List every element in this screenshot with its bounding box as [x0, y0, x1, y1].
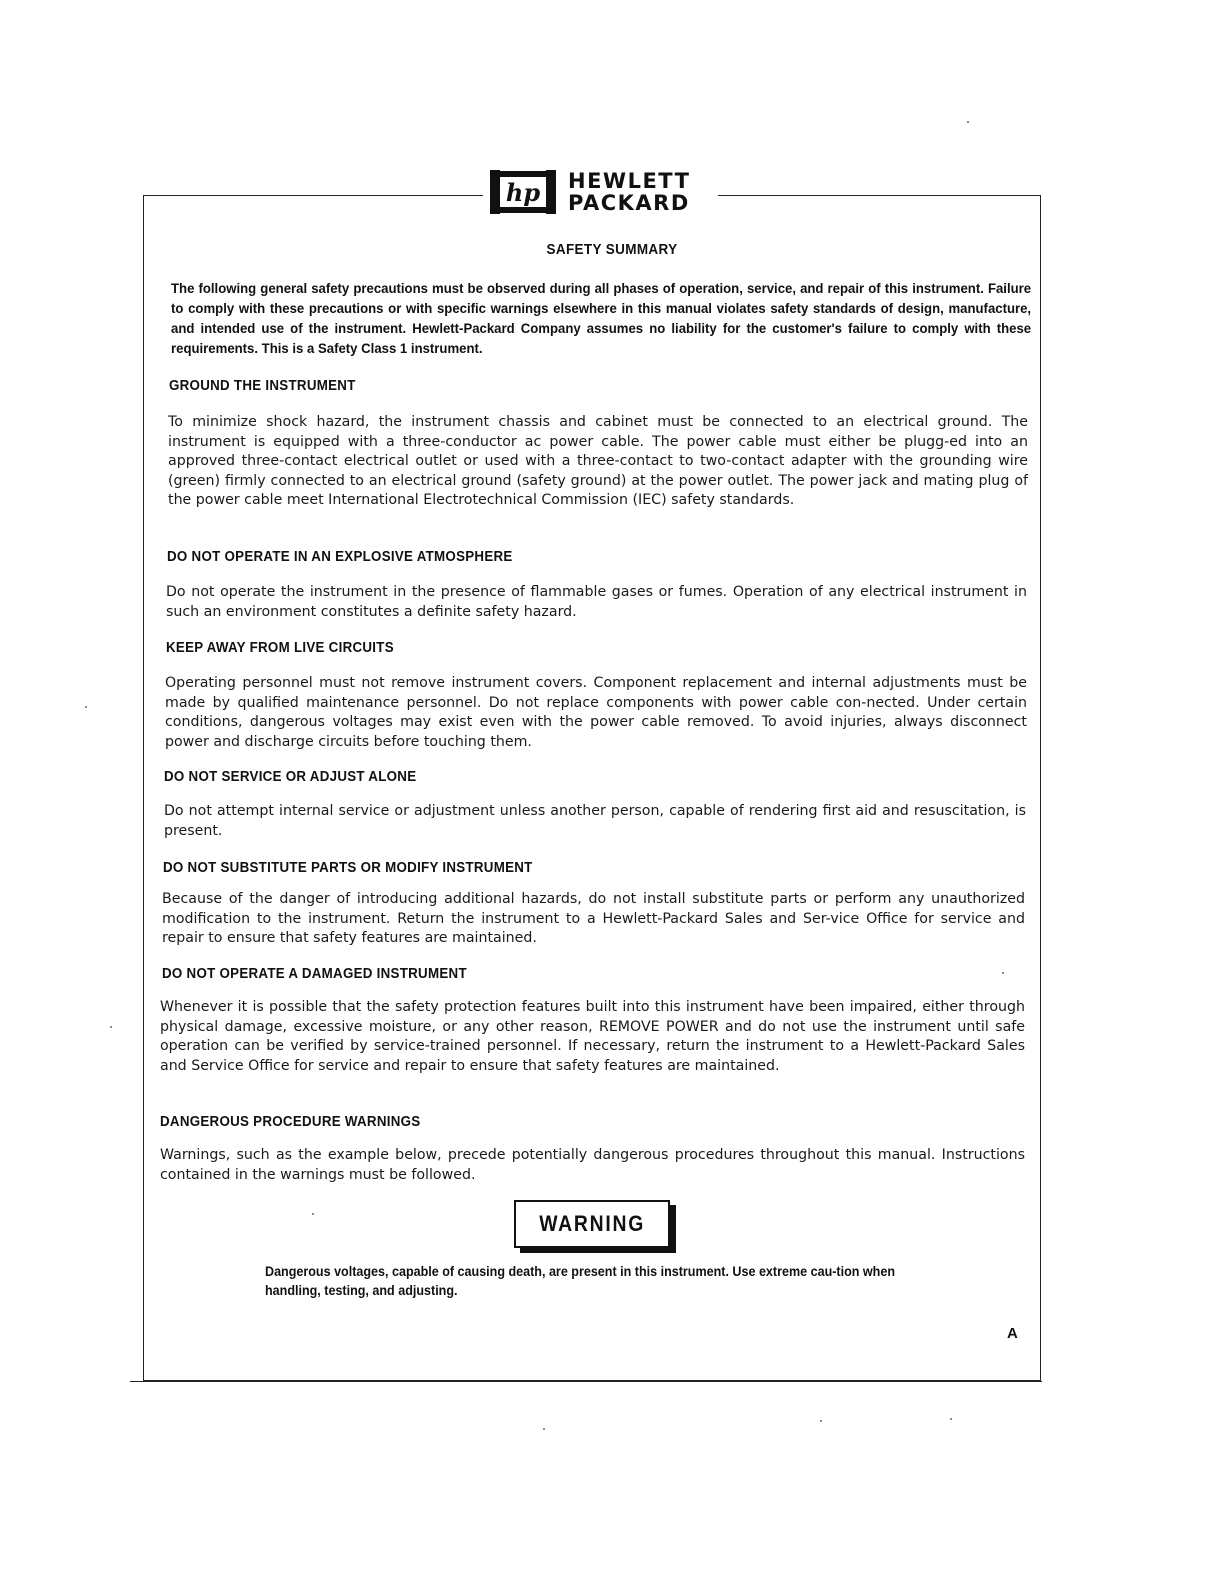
warning-box [514, 1200, 670, 1248]
section-heading-explosive: DO NOT OPERATE IN AN EXPLOSIVE ATMOSPHERE [167, 549, 513, 565]
page-title: SAFETY SUMMARY [546, 241, 678, 258]
scan-speck [85, 706, 87, 708]
scan-speck [967, 121, 969, 123]
scan-speck [1002, 972, 1004, 974]
section-body-substitute-parts: Because of the danger of introducing additional hazards, do not install substitute parts or perform any unauthorized modification to the instrument. Return the instrument to a Hewlett-Packard Sales and Ser-vice Office for service and repair to ensure that safety features are maintained. [162, 891, 1025, 946]
company-name-line1: HEWLETT [568, 169, 691, 193]
section-heading-live-circuits: KEEP AWAY FROM LIVE CIRCUITS [166, 640, 394, 656]
scan-speck [110, 1026, 112, 1028]
section-body-live-circuits: Operating personnel must not remove instrument covers. Component replacement and internal adjustments must be made by qualified maintenance personnel. Do not replace components with power cable con-nected. Under certain conditions, dangerous voltages may exist even with the power cable removed. To avoid injuries, always disconnect power and discharge circuits before touching them. [165, 675, 1027, 750]
hp-logo-letters: hp [505, 178, 541, 207]
frame-bottom-rule [130, 1381, 1042, 1382]
section-body-ground: To minimize shock hazard, the instrument chassis and cabinet must be connected to an electrical ground. The instrument is equipped with a three-conductor ac power cable. The power cable must either be plugg-ed into an approved three-contact electrical outlet or used with a three-contact to two-contact adapter with the grounding wire (green) firmly connected to an electrical ground (safety ground) at the power outlet. The power jack and mating plug of the power cable meet International Electrotechnical Commission (IEC) safety standards. [168, 414, 1028, 508]
warning-label: WARNING [539, 1211, 645, 1236]
section-body-damaged: Whenever it is possible that the safety protection features built into this instrument have been impaired, either through physical damage, excessive moisture, or any other reason, REMOVE POWER and do not use the instrument until safe operation can be verified by service-trained personnel. If necessary, return the instrument to a Hewlett-Packard Sales and Service Office for service and repair to ensure that safety features are maintained. [160, 999, 1025, 1074]
intro-paragraph: The following general safety precautions must be observed during all phases of operation, service, and repair of this instrument. Failure to comply with these precautions or with specific warnings elsewhere in this manual violates safety standards of design, manufacture, and intended use of the instrument. Hewlett-Packard Company assumes no liability for the customer's failure to comply with these requirements. This is a Safety Class 1 instrument. [171, 280, 1032, 356]
scan-speck [820, 1420, 822, 1422]
scan-speck [950, 1418, 952, 1420]
scan-speck [543, 1428, 545, 1430]
page-letter: A [1007, 1325, 1018, 1342]
section-body-service-alone: Do not attempt internal service or adjustment unless another person, capable of rendering first aid and resuscitation, is present. [164, 803, 1026, 839]
section-heading-ground: GROUND THE INSTRUMENT [169, 378, 356, 394]
section-body-explosive: Do not operate the instrument in the presence of flammable gases or fumes. Operation of any electrical instrument in such an environment constitutes a definite safety hazard. [166, 584, 1027, 620]
hp-logo-icon [490, 170, 556, 214]
section-body-warnings: Warnings, such as the example below, precede potentially dangerous procedures throughout this manual. Instructions contained in the warnings must be followed. [160, 1147, 1025, 1183]
scan-speck [312, 1213, 314, 1215]
section-heading-service-alone: DO NOT SERVICE OR ADJUST ALONE [164, 769, 417, 785]
company-name-line2: PACKARD [568, 191, 690, 215]
company-name [568, 170, 690, 214]
warning-text: Dangerous voltages, capable of causing death, are present in this instrument. Use extreme cau-tion when handling, testing, and adjusting. [265, 1264, 896, 1298]
section-heading-warnings: DANGEROUS PROCEDURE WARNINGS [160, 1114, 421, 1130]
hewlett-packard-logo [490, 170, 690, 214]
section-heading-damaged: DO NOT OPERATE A DAMAGED INSTRUMENT [162, 966, 467, 982]
section-heading-substitute-parts: DO NOT SUBSTITUTE PARTS OR MODIFY INSTRUMENT [163, 860, 533, 876]
